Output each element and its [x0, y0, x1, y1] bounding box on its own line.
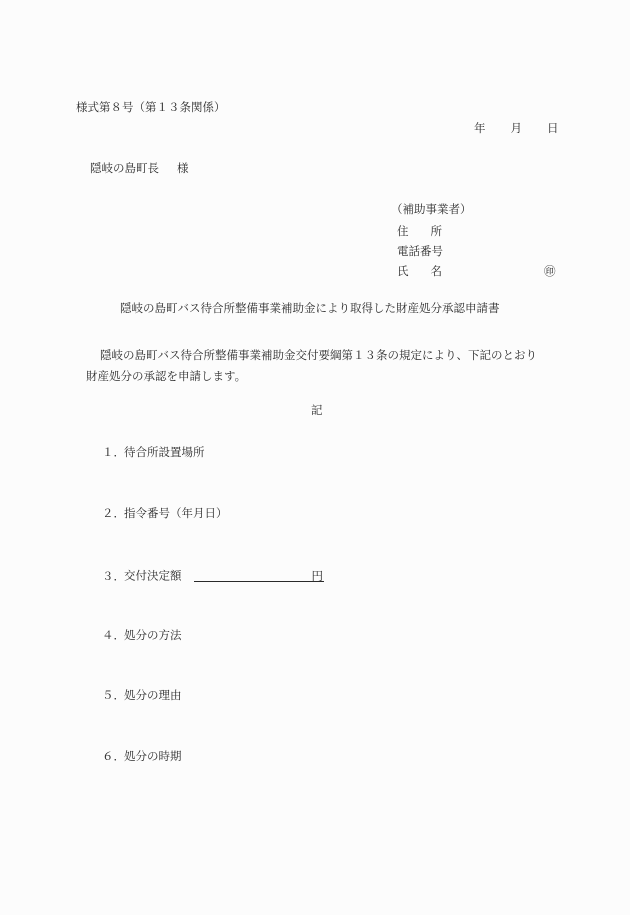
year-label: 年: [474, 121, 486, 135]
grant-amount-field[interactable]: [194, 569, 324, 582]
item-disposal-reason: ５．処分の理由: [102, 688, 182, 702]
item-disposal-timing: ６．処分の時期: [102, 749, 182, 763]
date-line: [474, 123, 559, 135]
item-installation-location: １．待合所設置場所: [102, 445, 205, 459]
seal-mark-icon: ㊞: [544, 264, 556, 278]
addressee-name: 隠岐の島町長: [90, 161, 159, 175]
addressee-honorific: 様: [177, 161, 189, 175]
phone-label: 電話番号: [397, 244, 443, 258]
address-label: 住 所: [397, 224, 442, 238]
ki-heading: 記: [311, 403, 323, 417]
name-label: 氏 名 ㊞: [397, 264, 556, 278]
yen-unit: 円: [311, 568, 323, 583]
body-line-1: 隠岐の島町バス待合所整備事業補助金交付要綱第１３条の規定により、下記のとおり: [100, 348, 537, 362]
document-title: 隠岐の島町バス待合所整備事業補助金により取得した財産処分承認申請書: [120, 301, 500, 315]
day-label: 日: [547, 121, 559, 135]
item-grant-amount: ３．交付決定額 円: [102, 568, 323, 583]
body-line-2: 財産処分の承認を申請します。: [86, 369, 247, 383]
form-number: 様式第８号（第１３条関係）: [76, 100, 226, 114]
month-label: 月: [510, 121, 522, 135]
addressee: [90, 163, 189, 175]
body-text: [86, 345, 566, 387]
item-disposal-method: ４．処分の方法: [102, 628, 182, 642]
item-order-number: ２．指令番号（年月日）: [102, 506, 228, 520]
applicant-heading: （補助事業者）: [391, 202, 472, 216]
